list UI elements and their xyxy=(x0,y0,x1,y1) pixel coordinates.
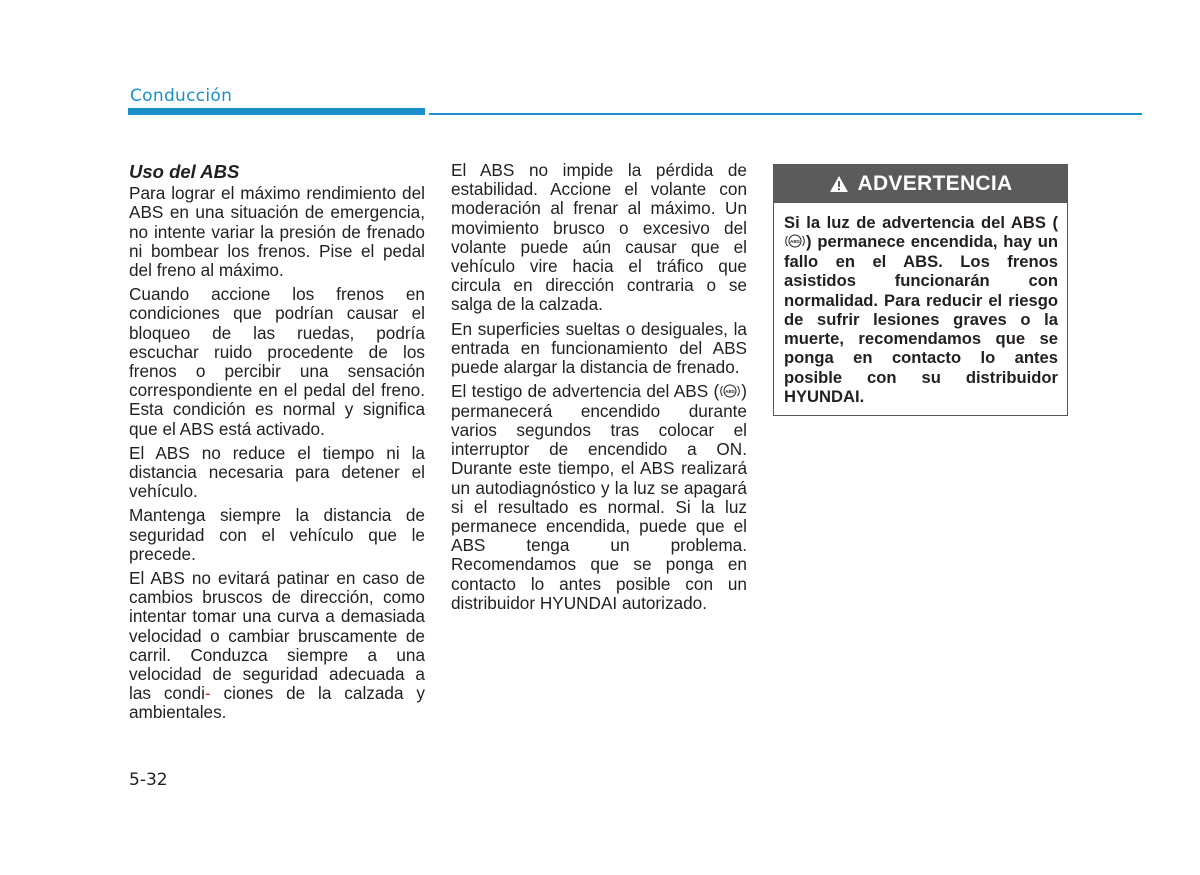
abs-warning-icon xyxy=(719,382,741,400)
paragraph xyxy=(129,569,425,723)
paragraph-text: ) permanecerá encendido durante varios segundos tras colocar el interruptor de encendido a ON. Durante este tiempo, el ABS realizará un autodiagnóstico y la luz se apagará si el resultado es normal. Si la luz permanece encendida, puede que el ABS tenga un problema. Recomendamos que se ponga en contacto lo antes posible con un distribuidor HYUNDAI autorizado. xyxy=(451,381,747,613)
header-rule-thick xyxy=(128,108,425,115)
abs-warning-icon xyxy=(784,232,806,250)
paragraph: Mantenga siempre la distancia de seguridad con el vehículo que le precede. xyxy=(129,505,425,564)
column-1 xyxy=(129,160,425,728)
warning-text: ) permanece encendida, hay un fallo en el ABS. Los frenos asistidos funcionarán con normalidad. Para reducir el riesgo de sufrir lesiones graves o la muerte, recomendamos que se ponga en contacto lo antes posible con su distribuidor HYUNDAI. xyxy=(784,232,1058,406)
paragraph: Para lograr el máximo rendimiento del ABS en una situación de emergencia, no intente variar la presión de frenado ni bombear los frenos. Pise el pedal del freno al máximo. xyxy=(129,183,425,281)
paragraph: El ABS no impide la pérdida de estabilidad. Accione el volante con moderación al frenar al máximo. Un movimiento brusco o excesivo del volante puede aún causar que el vehículo vire hacia el tráfico que circula en dirección contraria o se salga de la calzada. xyxy=(451,160,747,315)
column-2 xyxy=(451,161,747,618)
header-rule-thin xyxy=(429,113,1142,115)
section-heading: Uso del ABS xyxy=(129,161,240,182)
svg-text:ABS: ABS xyxy=(790,238,800,244)
hyphen-mark: - xyxy=(204,683,211,704)
section-title: Conducción xyxy=(130,86,233,106)
warning-box xyxy=(773,164,1068,416)
warning-body xyxy=(774,203,1067,406)
svg-text:ABS: ABS xyxy=(725,388,736,394)
paragraph xyxy=(451,382,747,613)
paragraph-text: El ABS no evitará patinar en caso de cambios bruscos de dirección, como intentar tomar una curva a demasiada velocidad o cambiar bruscamente de carril. Conduzca siempre a una velocidad de seguridad adecuada a las condi xyxy=(129,568,425,704)
paragraph: En superficies sueltas o desiguales, la entrada en funcionamiento del ABS puede alargar la distancia de frenado. xyxy=(451,318,747,378)
warning-text: Si la luz de advertencia del ABS ( xyxy=(784,213,1058,232)
paragraph: El ABS no reduce el tiempo ni la distancia necesaria para detener el vehículo. xyxy=(129,442,425,502)
paragraph-text: ciones de la calzada y ambientales. xyxy=(129,683,425,723)
page-number: 5-32 xyxy=(129,770,168,790)
warning-title: ADVERTENCIA xyxy=(857,172,1013,195)
paragraph: Cuando accione los frenos en condiciones que podrían causar el bloqueo de las ruedas, podría escuchar ruido procedente de los frenos o percibir una sensación correspondiente en el pedal del freno. Esta condición es normal y significa que el ABS está activado. xyxy=(129,284,425,439)
warning-header xyxy=(774,165,1067,203)
warning-triangle-icon xyxy=(829,175,849,193)
paragraph-text: El testigo de advertencia del ABS ( xyxy=(451,381,720,402)
